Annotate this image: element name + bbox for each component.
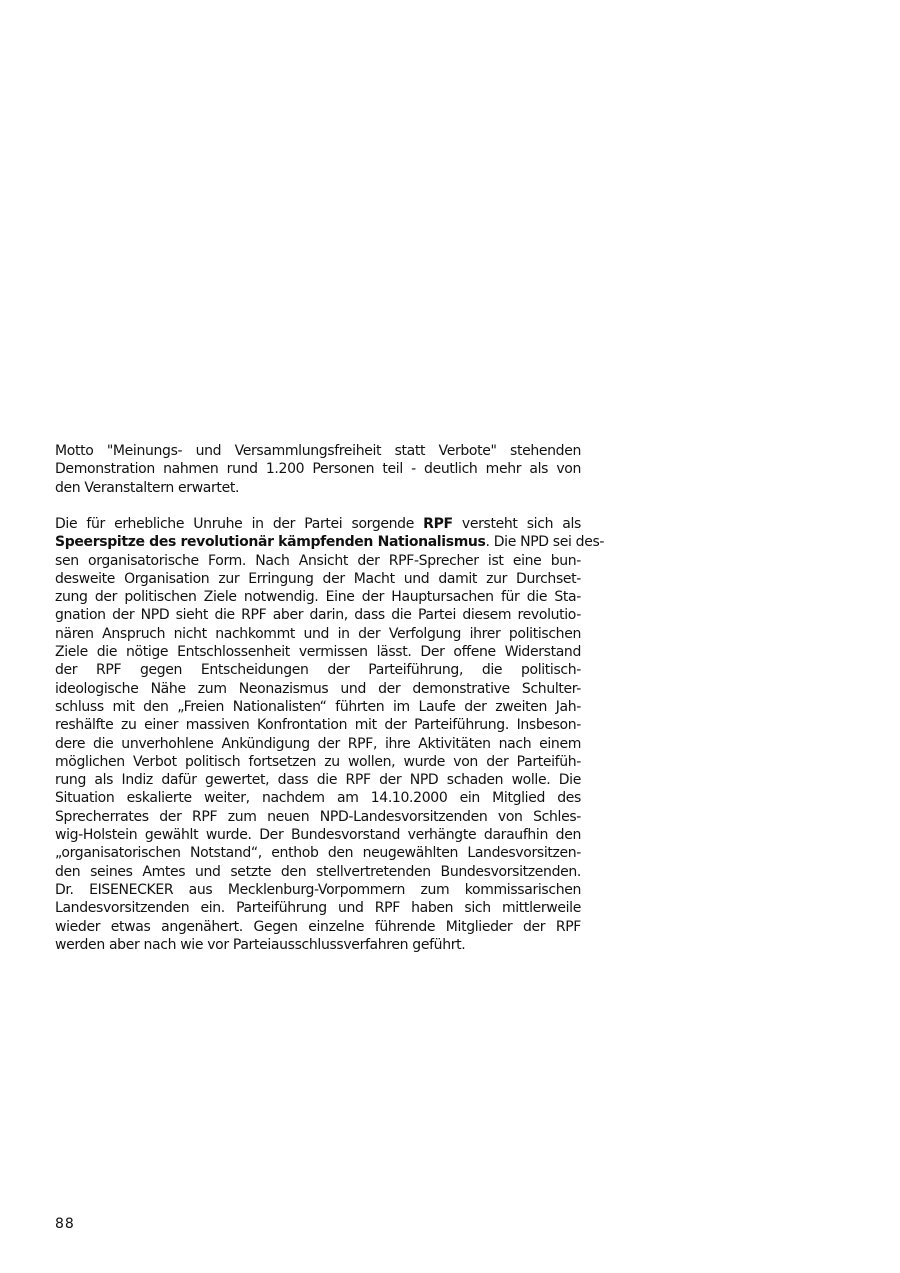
- text-line: Situation eskalierte weiter, nachdem am 14.10.2000 ein Mitglied des: [55, 790, 581, 807]
- text-line: ideologische Nähe zum Neonazismus und der demonstrative Schulter-: [55, 680, 581, 697]
- text-line: Ziele die nötige Entschlossenheit vermissen lässt. Der offene Widerstand: [55, 644, 581, 661]
- text-line: Sprecherrates der RPF zum neuen NPD-Landesvorsitzenden von Schles-: [55, 808, 581, 825]
- page-number: 88: [55, 1216, 75, 1232]
- text-segment: Die für erhebliche Unruhe in der Partei sorgende: [55, 516, 424, 532]
- text-line: rung als Indiz dafür gewertet, dass die RPF der NPD schaden wolle. Die: [55, 772, 581, 789]
- text-line: den seines Amtes und setzte den stellvertretenden Bundesvorsitzenden.: [55, 863, 581, 880]
- text-line: der RPF gegen Entscheidungen der Parteiführung, die politisch-: [55, 662, 581, 679]
- bold-term-rpf: RPF: [423, 516, 453, 532]
- paragraph-demonstration: [55, 442, 581, 497]
- text-line: Motto "Meinungs- und Versammlungsfreiheit statt Verbote" stehenden: [55, 443, 581, 459]
- text-segment: . Die NPD sei des-: [485, 534, 605, 551]
- text-line: reshälfte zu einer massiven Konfrontation mit der Parteiführung. Insbeson-: [55, 717, 581, 734]
- text-line: Landesvorsitzenden ein. Parteiführung und RPF haben sich mittlerweile: [55, 900, 581, 917]
- text-line-with-bold: [55, 533, 605, 551]
- text-segment: versteht sich als: [452, 516, 582, 532]
- text-line: dere die unverhohlene Ankündigung der RPF, ihre Aktivitäten nach einem: [55, 735, 581, 752]
- text-line: gnation der NPD sieht die RPF aber darin, dass die Partei diesem revolutio-: [55, 607, 581, 624]
- text-line: Demonstration nahmen rund 1.200 Personen teil - deutlich mehr als von: [55, 461, 581, 478]
- text-line: Dr. EISENECKER aus Mecklenburg-Vorpommern zum kommissarischen: [55, 881, 581, 898]
- text-line: wig-Holstein gewählt wurde. Der Bundesvorstand verhängte daraufhin den: [55, 827, 581, 844]
- text-line: wieder etwas angenähert. Gegen einzelne führende Mitglieder der RPF: [55, 918, 581, 935]
- text-line: schluss mit den „Freien Nationalisten“ führten im Laufe der zweiten Jah-: [55, 698, 581, 715]
- text-line: nären Anspruch nicht nachkommt und in der Verfolgung ihrer politischen: [55, 625, 581, 642]
- bold-term-speerspitze: Speerspitze des revolutionär kämpfenden Nationalismus: [55, 534, 486, 551]
- text-line: sen organisatorische Form. Nach Ansicht der RPF-Sprecher ist eine bun-: [55, 552, 581, 569]
- paragraph-rpf: [55, 515, 605, 954]
- text-line: den Veranstaltern erwartet.: [55, 479, 240, 496]
- text-line: „organisatorischen Notstand“, enthob den neugewählten Landesvorsitzen-: [55, 845, 581, 862]
- text-line: zung der politischen Ziele notwendig. Eine der Hauptursachen für die Sta-: [55, 589, 581, 606]
- text-line: möglichen Verbot politisch fortsetzen zu wollen, wurde von der Parteifüh-: [55, 753, 581, 770]
- text-line-with-bold: [55, 515, 581, 533]
- text-line: desweite Organisation zur Erringung der Macht und damit zur Durchset-: [55, 570, 581, 587]
- text-line: werden aber nach wie vor Parteiausschlussverfahren geführt.: [55, 936, 466, 953]
